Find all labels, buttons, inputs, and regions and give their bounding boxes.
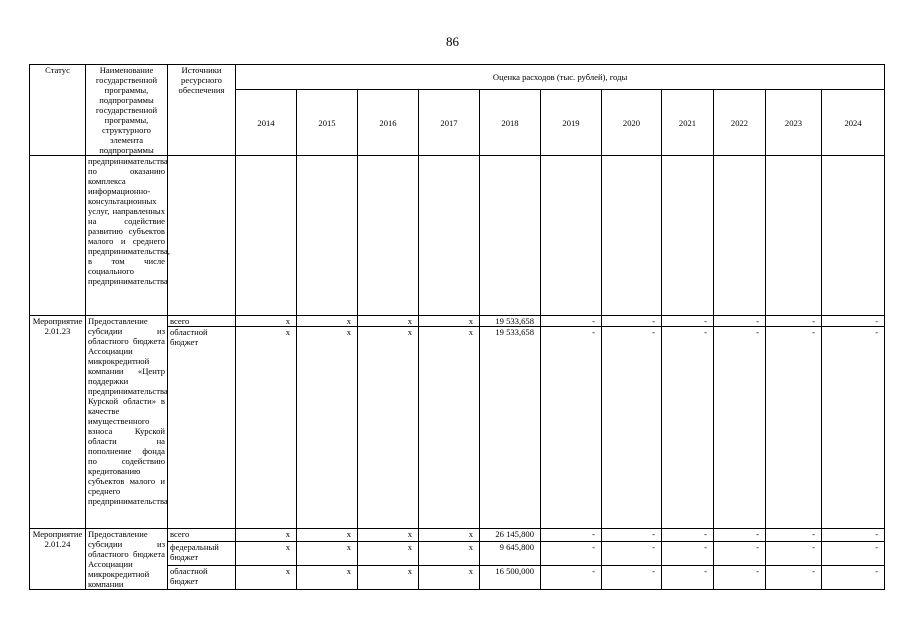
value-cell: x [236,327,297,529]
value-cell: x [419,566,480,590]
value-cell: 26 145,800 [480,529,541,542]
value-cell: - [766,541,822,565]
value-cell: - [541,316,602,327]
value-cell: - [822,529,885,542]
source-cell: всего [168,529,236,542]
value-cell: x [419,541,480,565]
value-cell: 9 645,800 [480,541,541,565]
page-number: 86 [446,34,459,49]
value-cell: - [662,327,714,529]
value-cell: x [358,566,419,590]
source-cell: всего [168,316,236,327]
value-cell: x [297,327,358,529]
table-row [30,316,885,327]
value-cell: - [602,327,662,529]
year-cell: 2022 [714,90,766,156]
header-name: Наименование государственной программы, подпрограммы государственной программы, структурного элемента подпрограммы [86,65,168,156]
source-cell: областной бюджет [168,327,236,529]
value-cell: - [822,316,885,327]
value-cell: x [419,327,480,529]
value-cell: x [419,316,480,327]
year-cell: 2021 [662,90,714,156]
year-cell: 2015 [297,90,358,156]
value-cell: - [766,327,822,529]
header-source: Источники ресурсного обеспечения [168,65,236,156]
value-cell: - [714,316,766,327]
value-cell: - [766,529,822,542]
measure-name: Предоставление субсидии из областного бюджета Ассоциации микрокредитной компании [86,529,168,590]
value-cell: - [714,541,766,565]
value-cell: - [662,566,714,590]
value-cell: x [297,541,358,565]
value-cell: x [236,566,297,590]
year-cell: 2016 [358,90,419,156]
year-cell: 2019 [541,90,602,156]
budget-table [29,64,885,590]
value-cell: x [358,541,419,565]
measure-status: Мероприятие 2.01.23 [30,316,86,529]
value-cell: - [541,327,602,529]
measure-name: Предоставление субсидии из областного бюджета Ассоциации микрокредитной компании «Центр поддержки предпринимательства Курской области» в качестве имущественного взноса Курской области на пополнение фонда по содействию кредитованию субъектов малого и среднего предпринимательства [86,316,168,529]
value-cell: - [822,327,885,529]
source-cell: областной бюджет [168,566,236,590]
value-cell: x [236,541,297,565]
value-cell: - [602,541,662,565]
year-cell: 2014 [236,90,297,156]
value-cell: x [358,316,419,327]
value-cell: x [297,529,358,542]
value-cell: - [602,529,662,542]
value-cell: - [662,529,714,542]
header-estimate: Оценка расходов (тыс. рублей), годы [236,65,885,90]
continuation-text: предпринимательства по оказанию комплекса информационно-консультационных услуг, направленных на содействие развитию субъектов малого и среднего предпринимательства, в том числе социального предпринимательства [86,156,168,316]
value-cell: - [766,316,822,327]
table-row [30,529,885,542]
value-cell: - [714,529,766,542]
value-cell: x [419,529,480,542]
value-cell: - [822,566,885,590]
value-cell: - [714,566,766,590]
value-cell: x [236,316,297,327]
year-cell: 2020 [602,90,662,156]
value-cell: x [297,566,358,590]
year-cell: 2018 [480,90,541,156]
value-cell: - [766,566,822,590]
value-cell: - [714,327,766,529]
continuation-row [30,156,885,316]
value-cell: - [662,316,714,327]
year-cell: 2017 [419,90,480,156]
year-cell: 2023 [766,90,822,156]
value-cell: - [541,566,602,590]
value-cell: x [358,529,419,542]
year-cell: 2024 [822,90,885,156]
value-cell: - [602,566,662,590]
value-cell: - [541,541,602,565]
value-cell: - [822,541,885,565]
value-cell: x [297,316,358,327]
value-cell: - [662,541,714,565]
measure-status: Мероприятие 2.01.24 [30,529,86,590]
header-row [30,65,885,90]
value-cell: 16 500,000 [480,566,541,590]
value-cell: 19 533,658 [480,327,541,529]
header-status: Статус [30,65,86,156]
value-cell: x [358,327,419,529]
value-cell: x [236,529,297,542]
source-cell: федеральный бюджет [168,541,236,565]
value-cell: - [541,529,602,542]
value-cell: - [602,316,662,327]
value-cell: 19 533,658 [480,316,541,327]
